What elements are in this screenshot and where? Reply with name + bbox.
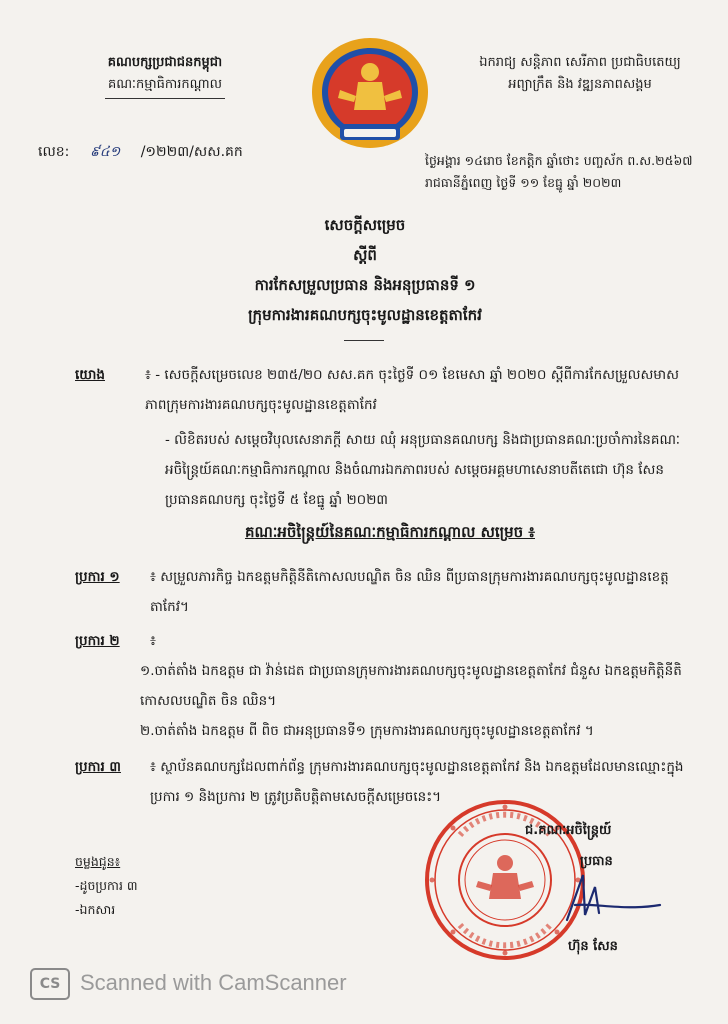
distribution-label: ចម្លងជូន៖ [75,854,121,869]
solar-date: រាជធានីភ្នំពេញ ថ្ងៃទី ១១ ខែធ្នូ ឆ្នាំ ២០២៣ [425,175,622,190]
article-2-item-1: ១.ចាត់តាំង ឯកឧត្តម ជា វ៉ាន់ដេត ជាប្រធានក្រុមការងារគណបក្សចុះមូលដ្ឋានខេត្តតាកែវ ជំនួស ឯកឧត្តមកិត្តិនីតិកោសលបណ្ឌិត ចិន ឈិន។ [140,663,682,709]
decision-title [150,210,580,330]
reference-prefix: លេខ: [38,144,70,160]
decision-heading: គណៈអចិន្ត្រៃយ៍នៃគណៈកម្មាធិការកណ្តាល សម្រេច ៖ [244,523,535,541]
lunar-date: ថ្ងៃអង្គារ ១៤រោច ខែកត្តិក ឆ្នាំថោះ បញ្ចស័ក ព.ស.២៥៦៧ [425,153,693,168]
cpp-emblem-icon [300,30,440,160]
header-left-underline [105,98,225,99]
article-3-label: ប្រការ ៣ [75,759,121,775]
date-block [425,150,715,194]
camscanner-logo-icon: CS [30,968,70,1000]
article-1-label: ប្រការ ១ [75,569,120,585]
reference-suffix: /១២២៣/សស.គក [140,144,243,160]
signature-title: ជ.គណៈអចិន្ត្រៃយ៍ [525,823,612,838]
party-header [60,52,270,99]
preamble-item-1: ៖ - សេចក្តីសម្រេចលេខ ២៣៥/២០ សស.គក ចុះថ្ងៃទី ០១ ខែមេសា ឆ្នាំ ២០២០ ស្តីពីការកែសម្រួលសមាសភាពក្រុមការងារគណបក្សចុះមូលដ្ឋានខេត្តតាកែវ [145,367,680,413]
kingdom-motto [455,52,705,96]
camscanner-watermark: Scanned with CamScanner [80,970,347,995]
distribution-item-1: -ដូចប្រការ ៣ [75,878,138,893]
article-2-item-2: ២.ចាត់តាំង ឯកឧត្តម ពី ពិច ជាអនុប្រធានទី១ ក្រុមការងារគណបក្សចុះមូលដ្ឋានខេត្តតាកែវ ។ [140,723,594,739]
preamble-label: យោង [75,367,105,383]
reference-number [38,142,243,163]
distribution-item-2: -ឯកសារ [75,902,116,917]
motto-line-1: ឯករាជ្យ សន្តិភាព សេរីភាព ប្រជាធិបតេយ្យ [479,55,681,70]
title-line-4: ក្រុមការងារគណបក្សចុះមូលដ្ឋានខេត្តតាកែវ [248,306,482,324]
central-committee: គណៈកម្មាធិការកណ្តាល [107,77,223,92]
handwritten-signature-icon [555,865,665,935]
title-line-2: ស្តីពី [353,246,377,264]
article-2-label: ប្រការ ២ [75,633,120,649]
title-divider [344,340,384,341]
signature-role: ប្រធាន [580,854,613,869]
party-name: គណបក្សប្រជាជនកម្ពុជា [107,55,223,70]
article-1-text: ៖ សម្រួលភារកិច្ច ឯកឧត្តមកិត្តិនីតិកោសលបណ្ឌិត ចិន ឈិន ពីប្រធានក្រុមការងារគណបក្សចុះមូលដ្ឋានខេត្តតាកែវ។ [150,569,669,615]
title-line-3: ការកែសម្រួលប្រធាន និងអនុប្រធានទី ១ [254,276,476,294]
reference-handwritten-number: ៩៤១ [89,144,121,160]
signatory-name: ហ៊ុន សែន [568,939,618,954]
title-line-1: សេចក្តីសម្រេច [324,216,406,234]
article-2-colon: ៖ [150,633,156,649]
preamble-item-2: - លិខិតរបស់ សម្តេចវិបុលសេនាភក្តី សាយ ឈុំ អនុប្រធានគណបក្ស និងជាប្រធានគណៈប្រចាំការនៃគណៈអចិន្ត្រៃយ៍គណៈកម្មាធិការកណ្តាល និងចំណារឯកភាពរបស់ សម្តេចអគ្គមហាសេនាបតីតេជោ ហ៊ុន សែន ប្រធានគណបក្ស ចុះថ្ងៃទី ៥ ខែធ្នូ ឆ្នាំ ២០២៣ [165,432,681,508]
article-3-text: ៖ ស្ថាប័នគណបក្សដែលពាក់ព័ន្ធ ក្រុមការងារគណបក្សចុះមូលដ្ឋានខេត្តតាកែវ និង ឯកឧត្តមដែលមានឈ្មោះក្នុងប្រការ ១ និងប្រការ ២ ត្រូវប្រតិបត្តិតាមសេចក្តីសម្រេចនេះ។ [150,759,684,805]
distribution-list [75,850,138,922]
motto-line-2: អព្យាក្រឹត និង វឌ្ឍនភាពសង្គម [508,77,652,92]
